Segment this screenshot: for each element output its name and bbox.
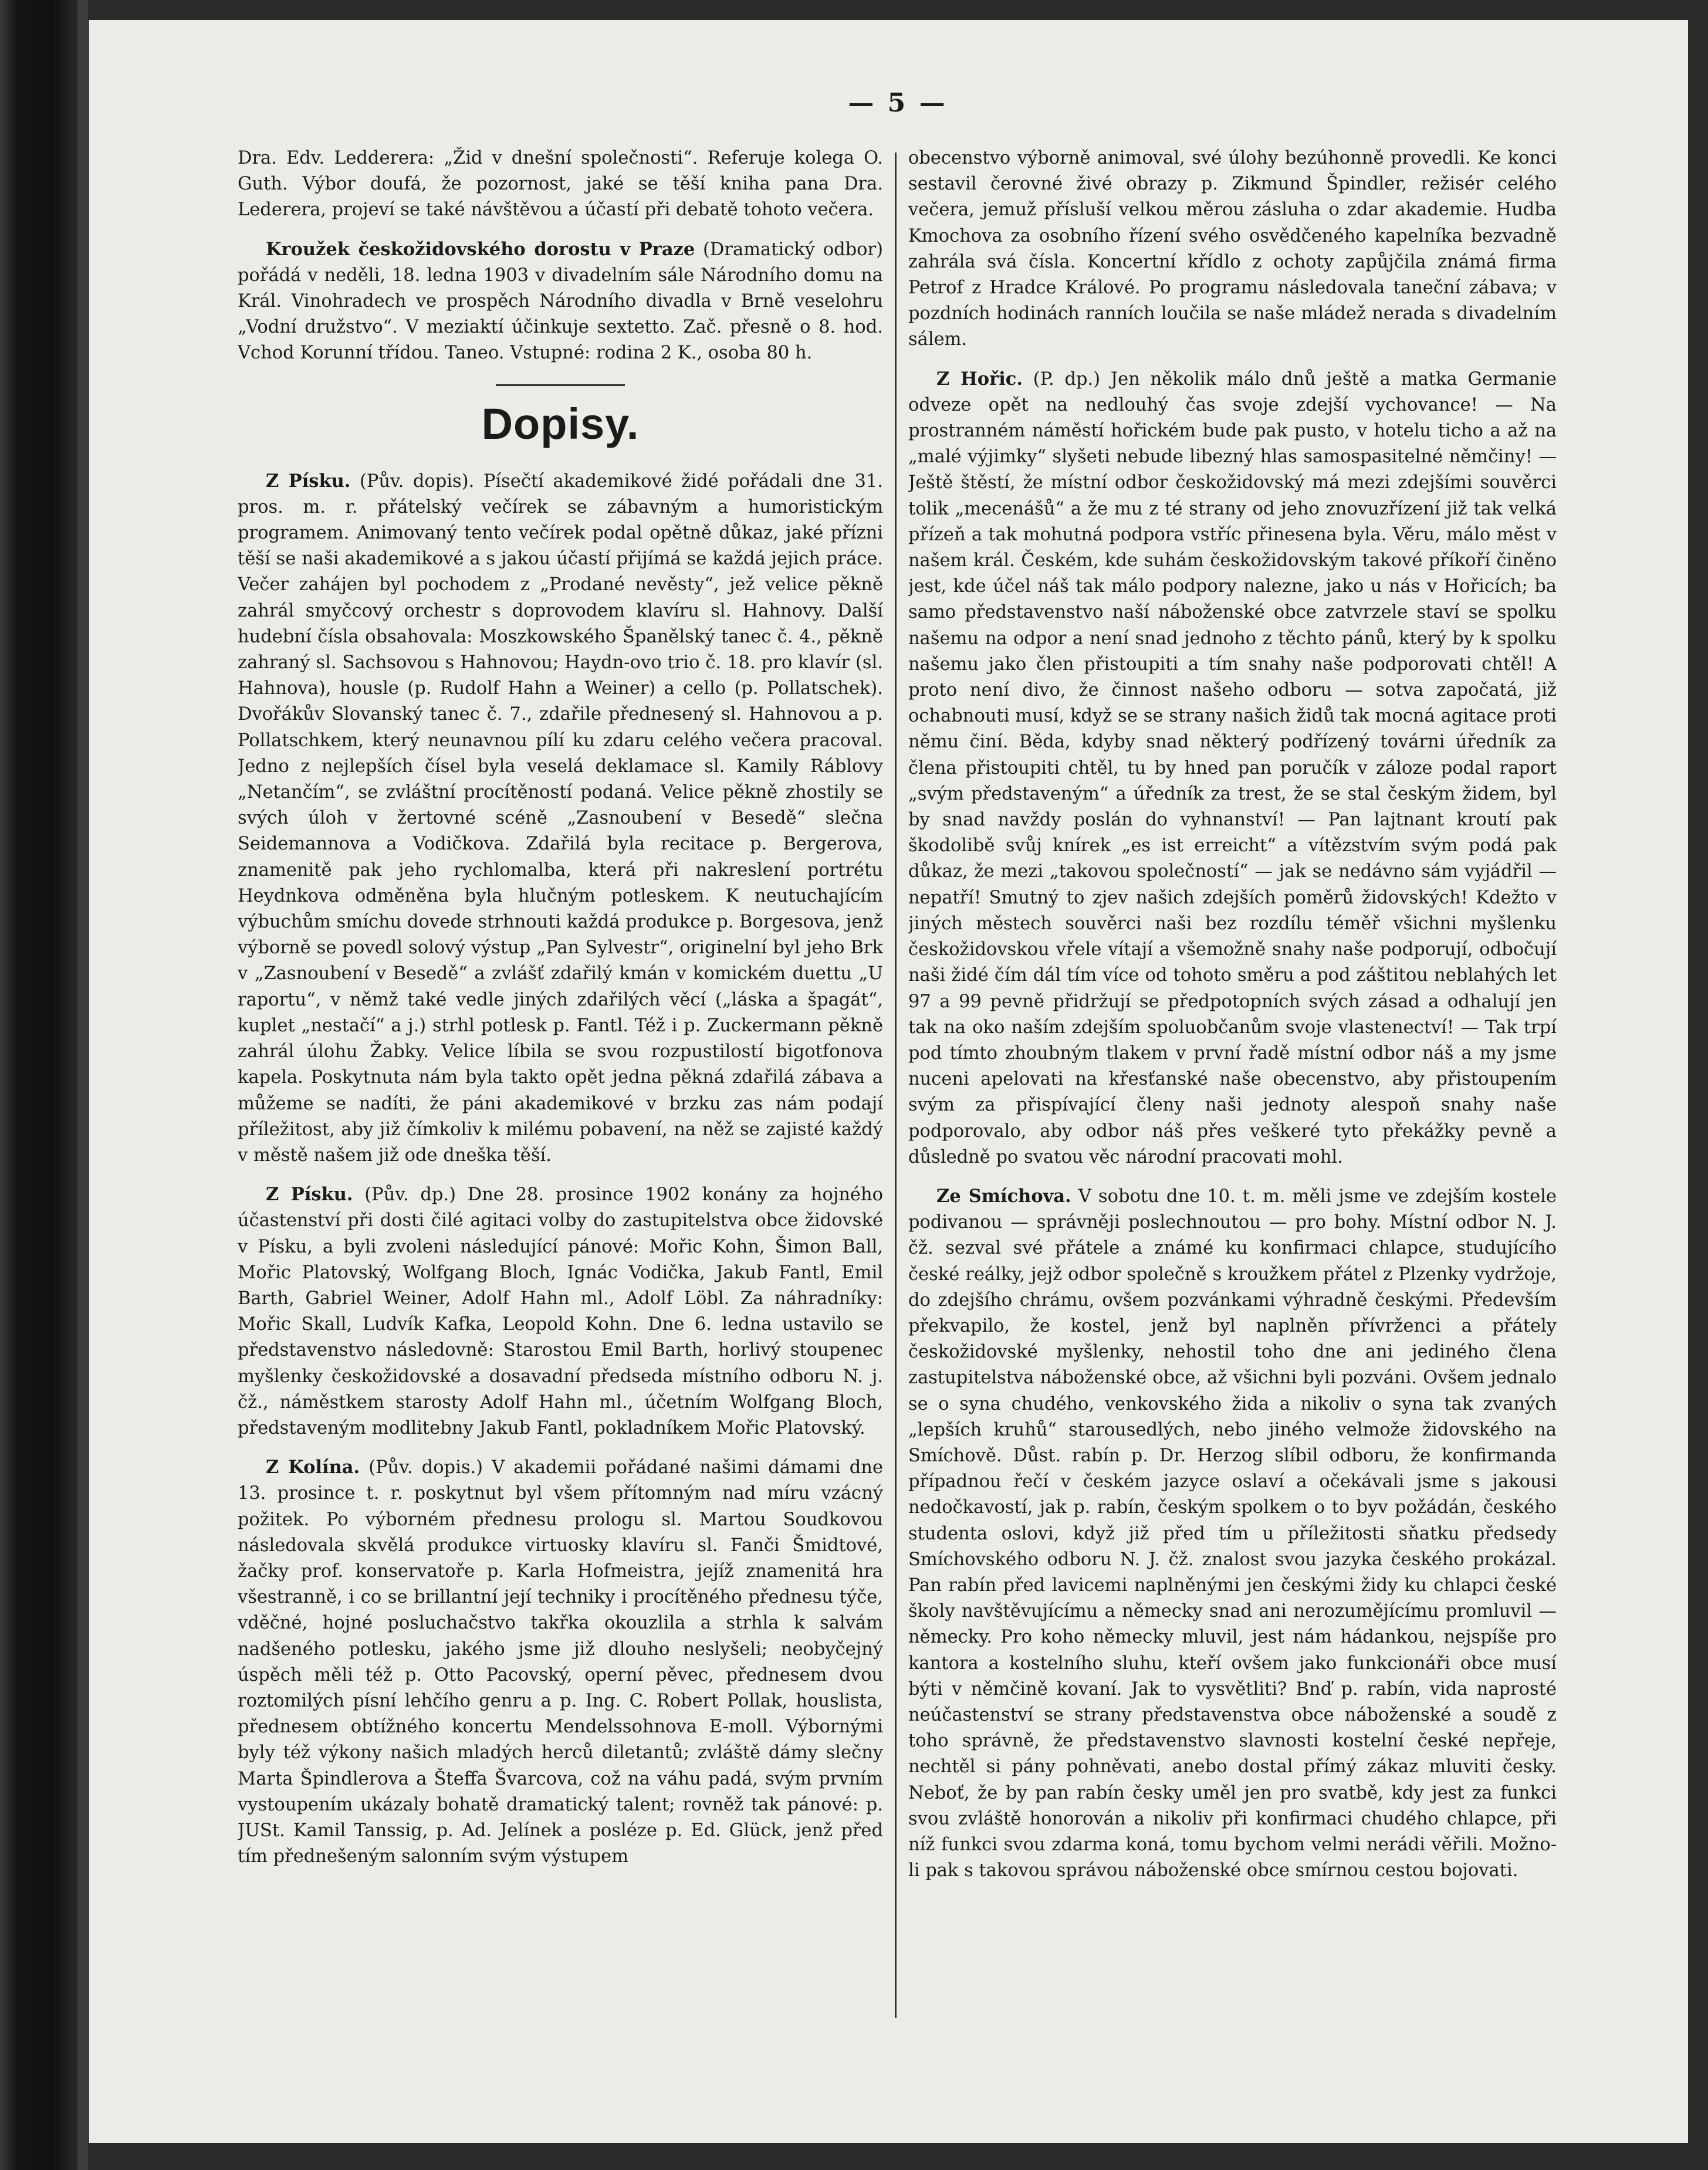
column-divider xyxy=(895,153,897,2018)
announcement-lead: Kroužek českožidovského dorostu v Praze xyxy=(266,238,695,260)
scan-border-top xyxy=(88,0,1708,20)
kolin-continuation: obecenstvo výborně animoval, své úlohy bezúhonně provedli. Ke konci sestavil čerovné živé obrazy p. Zikmund Špindler, režisér celého večera, jemuž přísluší velkou měrou zásluha o zdar akademie. Hudba Kmochova za osobního řízení svého osvědčeného kapelníka bezvadně zahrála svá čísla. Koncertní křídlo z ochoty zapůjčila známá firma Petrof z Hradce Králové. Po programu následovala taneční zábava; v pozdních hodinách ranních loučila se naše mládež nerada s divadelním sálem. xyxy=(908,148,1557,350)
announcement-text: (Dramatický odbor) pořádá v neděli, 18. ledna 1903 v divadelním sále Národního domu na Král. Vinohradech ve prospěch Národního divadla v Brně veselohru „Vodní družstvo“. V meziaktí účinkuje sextetto. Zač. přesně o 8. hod. Vchod Korunní třídou. Taneo. Vstupné: rodina 2 K., osoba 80 h. xyxy=(238,239,883,364)
letter-smichov-text: V sobotu dne 10. t. m. měli jsme ve zdejším kostele podivanou — správněji poslechnoutou — pro bohy. Místní odbor N. J. čž. sezval své přátele a známé ku konfirmaci chlapce, studujícího české reálky, jejž odbor společně s kroužkem přátel z Plzenky vydržoje, do zdejšího chrámu, ovšem pozvánkami výhradně českými. Především překvapilo, že kostel, jenž byl naplněn přívrženci a přátely českožidovské myšlenky, nehostil toho dne ani jediného člena zastupitelstva náboženské obce, až všichni byli pozváni. Ovšem jednalo se o syna chudého, venkovského žida a nikoliv o syna tak zvaných „lepších kruhů“ starousedlých, nebo jiného velmože židovského na Smíchově. Důst. rabín p. Dr. Herzog slíbil odboru, že konfirmanda případnou řečí v českém jazyce oslaví a očekávali jsme s jakousi nedočkavostí, jak p. rabín, českým spolkem o to byv požádán, českého studenta oslovi, když již před tím u příležitosti sňatku předsedy Smíchovského odboru N. J. čž. znalost svou jazyka českého prokázal. Pan rabín před lavicemi naplněnými jen českými židy ku chlapci české školy navštěvujícímu a německy snad ani nerozumějícímu promluvil — německy. Pro koho německy mluvil, jest nám hádankou, nejspíše pro kantora a kostelního sluhu, kteří ovšem jako funkcionáři obce musí býti v němčině kovaní. Jak to vysvětliti? Bnď p. rabín, vida naprosté neúčastenství se strany představenstva obce náboženské a soudě z toho správně, že představenstvo slavnosti kostelní české nepřeje, nechtěl si pány pohněvati, anebo dostal přímý zákaz mluviti česky. Neboť, že by pan rabín česky uměl jen pro svatbě, kdy jest za funkci svou zvláště honorován a nikoliv při konfirmaci chudého chlapce, při níž funkci svou zdarma koná, tomu bychom velmi nerádi věřili. Možno-li pak s takovou správou náboženské obce smírnou cestou bojovati. xyxy=(908,1186,1557,1881)
letter-pisek-1-text: (Pův. dopis). Písečtí akademikové židé pořádali dne 31. pros. m. r. přátelský večírek se zábavným a humoristickým programem. Animovaný tento večírek podal opětně důkaz, jaké přízni těší se naši akademikové a s jakou účastí přijímá se každá jejich práce. Večer zahájen byl pochodem z „Prodané nevěsty“, jež velice pěkně zahrál smyčcový orchestr s doprovodem klavíru sl. Hahnovy. Další hudební čísla obsahovala: Moszkowského Španělský tanec č. 4., pěkně zahraný sl. Sachsovou s Hahnovou; Haydn-ovo trio č. 18. pro klavír (sl. Hahnova), housle (p. Rudolf Hahn a Weiner) a cello (p. Pollatschek). Dvořákův Slovanský tanec č. 7., zdařile přednesený sl. Hahnovou a p. Pollatschkem, který neunavnou pílí ku zdaru celého večera pracoval. Jedno z nejlepších čísel byla veselá deklamace sl. Kamily Ráblovy „Netančím“, se zvláštní procítěností podaná. Velice pěkně zhostily se svých úloh v žertovné scéně „Zasnoubení v Besedě“ slečna Seidemannova a Vodičkova. Zdařilá byla recitace p. Bergerova, znamenitě pak jeho rychlomalba, která při nakreslení portrétu Heydnkova odměněna byla hlučným potleskem. K neutuchajícím výbuchům smíchu dovede strhnouti každá produkce p. Borgesova, jenž výborně se povedl solový výstup „Pan Sylvestr“, originelní byl jeho Brk v „Zasnoubení v Besedě“ a zvlášť zdařilý kmán v komickém duettu „U raportu“, v němž také vedle jiných zdařilých věcí („láska a špagát“, kuplet „nestačí“ a j.) strhl potlesk p. Fantl. Též i p. Zuckermann pěkně zahrál úlohu Žabky. Velice líbila se svou rozpustilostí bigotfonova kapela. Poskytnuta nám byla takto opět jedna pěkná zdařilá zábava a můžeme se nadíti, že páni akademikové v brzku zas nám podají příležitost, aby již čímkoliv k milému pobavení, na něž se zajisté každý v městě našem již ode dneška těší. xyxy=(238,470,883,1166)
letter-smichov-lead: Ze Smíchova. xyxy=(936,1185,1071,1207)
announcement-paragraph xyxy=(238,236,883,367)
binding-edge-highlight xyxy=(77,0,89,2170)
letter-horice xyxy=(908,366,1557,1170)
intro-paragraph: Dra. Edv. Ledderera: „Žid v dnešní společnosti“. Referuje kolega O. Guth. Výbor doufá, že pozornost, jaké se těší kniha pana Dra. Lederera, projeví se také návštěvou a účastí při debatě tohoto večera. xyxy=(238,148,883,221)
letter-kolin-lead: Z Kolína. xyxy=(266,1457,360,1478)
letter-pisek-2-lead: Z Písku. xyxy=(266,1184,353,1206)
left-column xyxy=(238,145,883,2128)
scan-border-right xyxy=(1688,0,1708,2170)
letter-horice-lead: Z Hořic. xyxy=(936,368,1023,390)
binding-edge xyxy=(0,0,88,2170)
letter-pisek-1-lead: Z Písku. xyxy=(266,470,351,492)
letter-pisek-2 xyxy=(238,1182,883,1441)
letter-pisek-1 xyxy=(238,468,883,1169)
letter-pisek-2-text: (Pův. dp.) Dne 28. prosince 1902 konány za hojného účastenství při dosti čilé agitaci volby do zastupitelstva obce židovské v Písku, a byli zvoleni následující pánové: Mořic Kohn, Šimon Ball, Mořic Platovský, Wolfgang Bloch, Ignác Vodička, Jakub Fantl, Emil Barth, Gabriel Weiner, Adolf Hahn ml., Adolf Löbl. Za náhradníky: Mořic Skall, Ludvík Kafka, Leopold Kohn. Dne 6. ledna ustavilo se představenstvo následovně: Starostou Emil Barth, horlivý stoupenec myšlenky českožidovské a dosavadní předseda místního odboru N. j. čž., náměstkem starosty Adolf Hahn ml., účetním Wolfgang Bloch, představeným modlitebny Jakub Fantl, pokladníkem Mořic Platovský. xyxy=(238,1184,883,1438)
page-number: — 5 — xyxy=(848,88,948,118)
section-separator xyxy=(496,384,625,386)
section-title: Dopisy. xyxy=(481,399,640,448)
right-column xyxy=(908,145,1557,2128)
scan-border-bottom xyxy=(88,2143,1708,2170)
letter-smichov xyxy=(908,1183,1557,1884)
letter-kolin-text: (Pův. dopis.) V akademii pořádané našimi dámami dne 13. prosince t. r. poskytnut byl všem přítomným nad míru vzácný požitek. Po výborném přednesu prologu sl. Martou Soudkovou následovala skvělá produkce virtuosky klavíru sl. Fanči Šmidtové, žačky prof. konservatoře p. Karla Hofmeistra, jejíž znamenitá hra všestranně, i co se brillantní její techniky i procítěného přednesu týče, vděčné, hojné posluchačstvo takřka okouzlila a strhla k salvám nadšeného potlesku, jakého jsme již dlouho neslyšeli; neobyčejný úspěch měli též p. Otto Pacovský, operní pěvec, přednesem dvou roztomilých písní lehčího genru a p. Ing. C. Robert Pollak, houslista, přednesem obtížného koncertu Mendelssohnova E-moll. Výbornými byly též výkony našich mladých herců diletantů; zvláště dámy slečny Marta Špindlerova a Šteffa Švarcova, což na váhu padá, svým prvním vystoupením ukázaly bohatě dramatický talent; rovněž tak pánové: p. JUSt. Kamil Tanssig, p. Ad. Jelínek a posléze p. Ed. Glück, jenž před tím přednešeným salonním svým výstupem xyxy=(238,1457,883,1867)
letter-kolin xyxy=(238,1454,883,1870)
letter-horice-text: (P. dp.) Jen několik málo dnů ještě a matka Germanie odveze opět na nedlouhý čas svoje zdejší vychovance! — Na prostranném náměstí hořickém bude pak pusto, v hotelu ticho a až na „malé výjimky“ slyšeti nebude libezný hlas samospasitelné němčiny! — Ještě štěstí, že místní odbor českožidovský má mezi zdejšími souvěrci tolik „mecenášů“ a že mu z té strany od jeho znovuzřízení již tak velká přízeň a tak mohutná podpora vstříc přinesena byla. Věru, málo měst v našem král. Českém, kde suhám českožidovským takové příkoří činěno jest, kde účel náš tak málo podpory nalezne, jako u nás v Hořicích; ba samo představenstvo naší náboženské obce zatvrzele staví se spolku našemu na odpor a není snad jednoho z těchto pánů, který by k spolku našemu jako člen přistoupiti a tím snahy naše podporovati chtěl! A proto není divo, že činnost našeho odboru — sotva započatá, již ochabnouti musí, když se se strany našich židů tak mocná agitace proti němu činí. Běda, kdyby snad některý podřízený továrni úředník za člena přistoupiti chtěl, tu by hned pan poručík v záloze podal raport „svým představeným“ a úředník za trest, že se stal českým židem, byl by snad navždy poslán do vyhnanství! — Pan lajtnant kroutí pak škodolibě svůj knírek „es ist erreicht“ a vítězstvím svým podá pak důkaz, že mezi „takovou společností“ — jak se nedávno sám vyjádřil — nepatří! Smutný to zjev našich zdejších poměrů židovských! Kdežto v jiných městech souvěrci naši bez rozdílu téměř všichni myšlenku českožidovskou vřele vítají a všemožně snahy naše podporují, odbočují naši židé čím dál tím více od tohoto směru a pod záštitou neblahých let 97 a 99 pevně přidržují se předpotopních svých zásad a odhalují jen tak na oko naším zdejším spoluobčanům svoje vlastenectví! — Tak trpí pod tímto zhoubným tlakem v první řadě místní odbor náš a my jsme nuceni apelovati na křesťanské naše obecenstvo, aby přistoupením svým za přispívající členy naši jednoty alespoň snahy naše podporovalo, aby odbor náš přes veškeré tyto překážky pevně a důsledně po svatou věc národní pracovati mohl. xyxy=(908,368,1557,1167)
